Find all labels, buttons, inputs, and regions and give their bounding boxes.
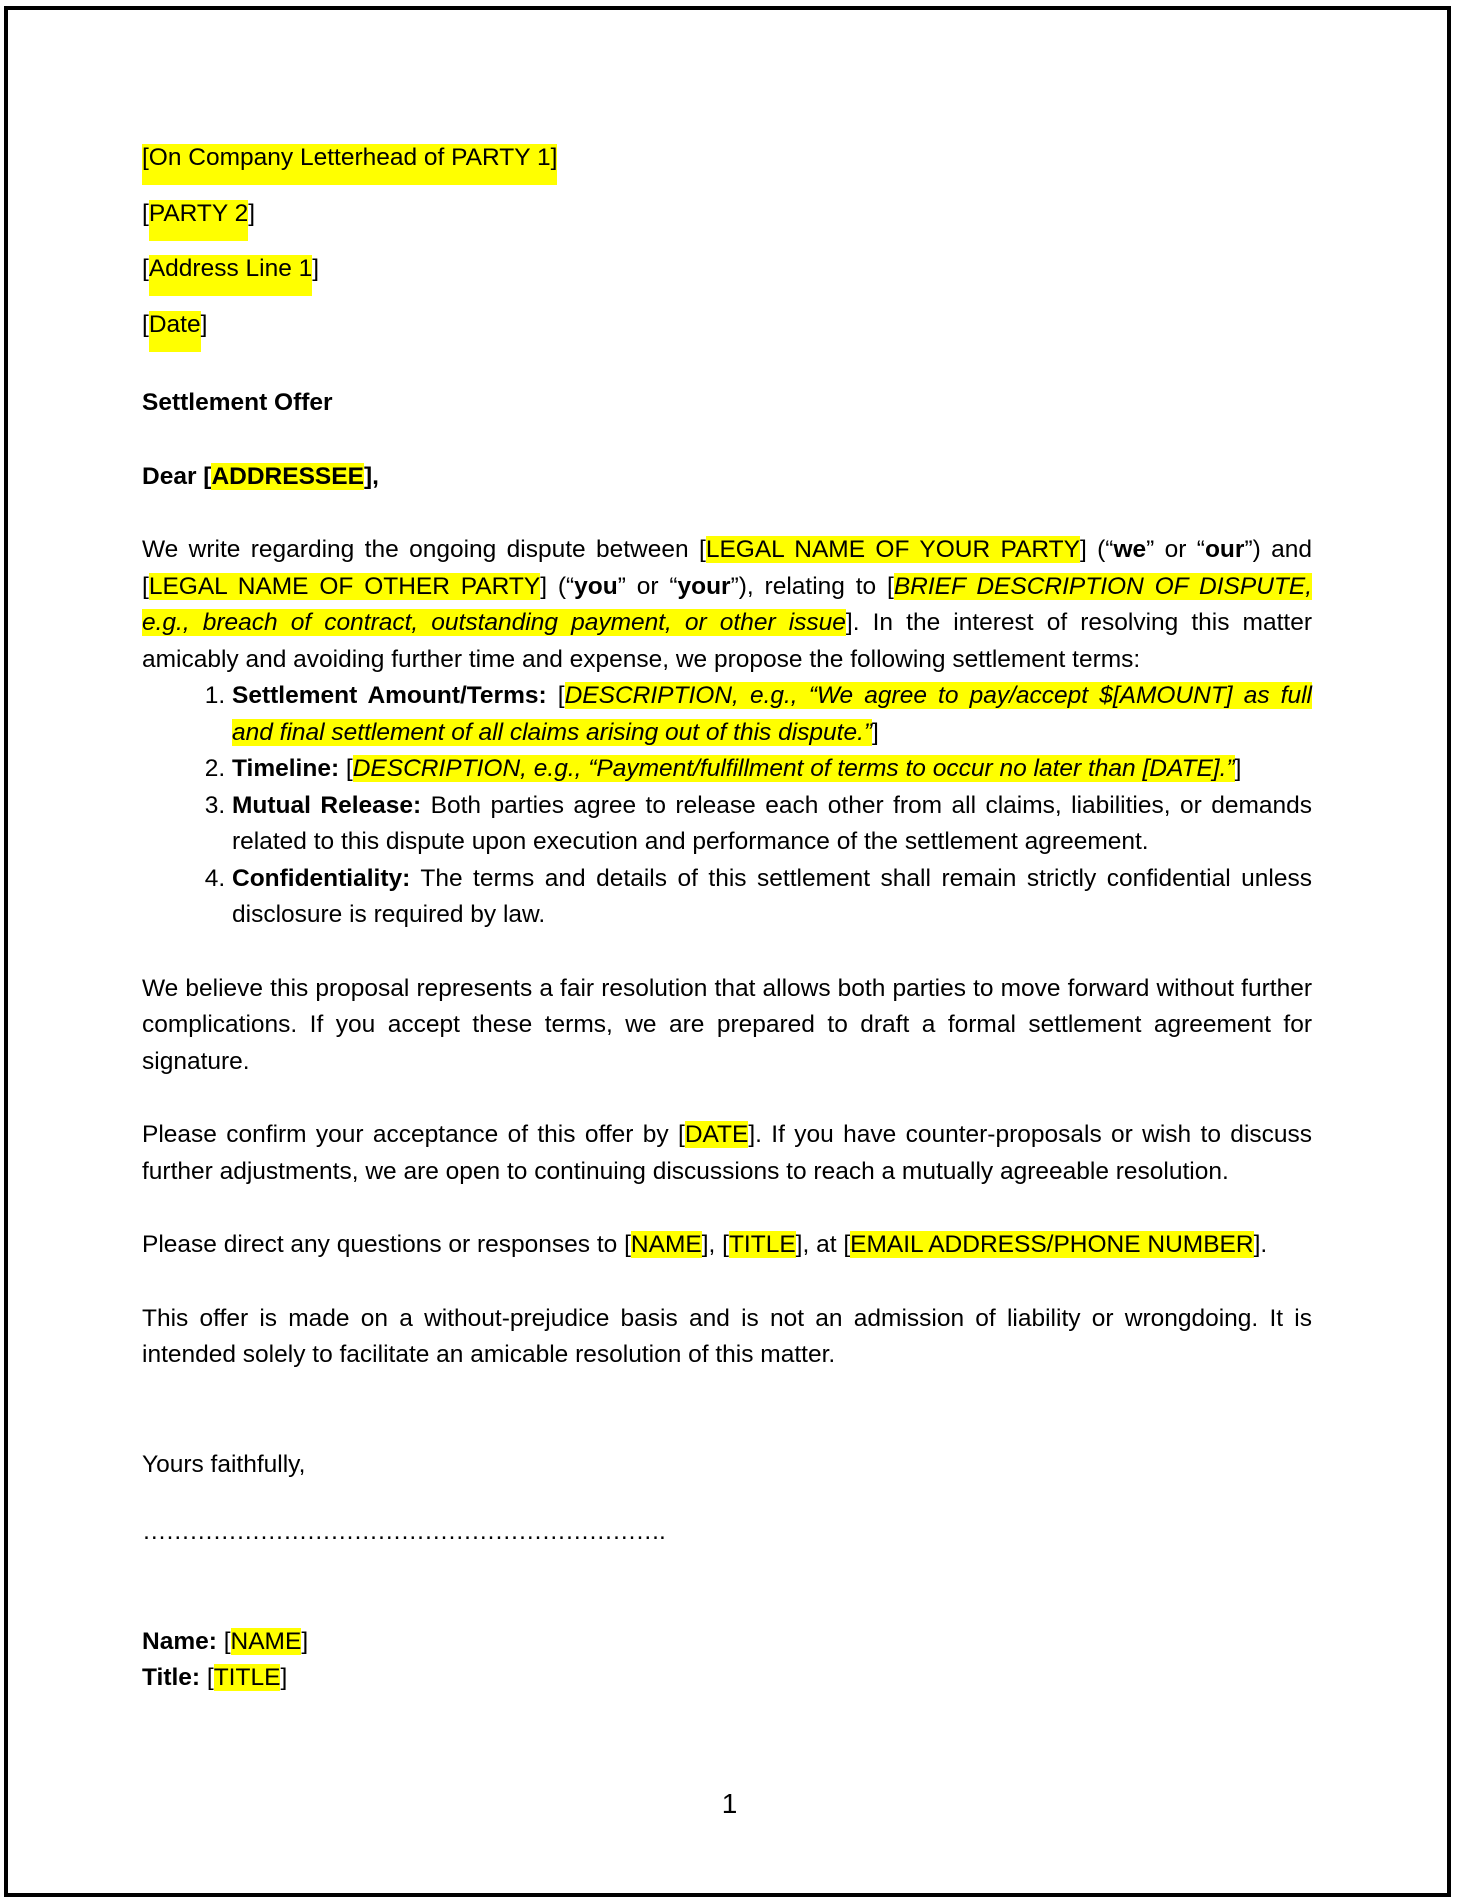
date-placeholder: Date: [149, 311, 201, 352]
name-placeholder: NAME: [230, 1627, 302, 1655]
term-label: Timeline:: [232, 755, 340, 782]
contact-name-placeholder: NAME: [630, 1231, 702, 1258]
term-placeholder: DESCRIPTION, e.g., “Payment/fulfillment of terms to occur no later than [DATE].”: [352, 755, 1235, 782]
letter-title: Settlement Offer: [142, 389, 333, 416]
term-label: Confidentiality:: [232, 864, 411, 892]
contact-paragraph: [142, 1227, 1312, 1264]
confirm-text: ]. If you have counter-proposals or wish to discuss further adjustments, we are open to continuing discussions to reach a mutually agreeable resolution.: [142, 1121, 1313, 1185]
proposal-paragraph: We believe this proposal represents a fair resolution that allows both parties to move forward without further complications. If you accept these terms, we are prepared to draft a formal settlement agreement for signature.: [142, 974, 1312, 1075]
closing: Yours faithfully,: [142, 1450, 306, 1478]
your-party-placeholder: LEGAL NAME OF YOUR PARTY: [705, 536, 1080, 563]
intro-text: ” or “: [1146, 536, 1205, 563]
title-label: Title:: [142, 1664, 201, 1691]
address-line: [Address Line 1]: [142, 251, 1312, 288]
intro-text: ] (“: [1079, 536, 1114, 563]
term-item: [232, 751, 1312, 788]
confirm-text: Please confirm your acceptance of this offer by [: [142, 1121, 685, 1148]
dispute-placeholder: BRIEF DESCRIPTION OF DISPUTE, e.g., breach of contract, outstanding payment, or other issue: [142, 572, 1313, 636]
term-item: [232, 861, 1312, 934]
term-label: Settlement Amount/Terms:: [232, 682, 547, 709]
addressee-placeholder: ADDRESSEE: [211, 462, 364, 490]
letter-body: [142, 140, 1312, 1697]
letterhead-line: [142, 140, 1312, 177]
intro-paragraph: [142, 532, 1312, 678]
term-text: [: [339, 755, 353, 782]
greeting: [142, 459, 1312, 496]
term-text: ]: [872, 718, 879, 746]
name-label: Name:: [142, 1627, 217, 1655]
contact-text: ], [: [701, 1231, 729, 1258]
term-item: [232, 788, 1312, 861]
contact-text: ], at [: [795, 1231, 851, 1258]
party2-placeholder: PARTY 2: [149, 200, 248, 241]
address-placeholder: Address Line 1: [149, 255, 312, 296]
intro-text: ]. In the interest of resolving this matter amicably and avoiding further time and expense, we propose the following settlement terms:: [142, 609, 1312, 673]
date-line: [Date]: [142, 307, 1312, 344]
signature-name: Name: [NAME]: [142, 1627, 309, 1655]
signature-title: Title: [TITLE]: [142, 1664, 288, 1691]
greeting-prefix: Dear [: [142, 462, 212, 490]
prejudice-paragraph: This offer is made on a without-prejudice basis and is not an admission of liability or wrongdoing. It is intended solely to facilitate an amicable resolution of this matter.: [142, 1304, 1312, 1368]
intro-you: you: [574, 572, 618, 600]
letterhead-placeholder: [On Company Letterhead of PARTY 1]: [142, 144, 557, 185]
page-number: 1: [721, 1788, 738, 1819]
term-placeholder: DESCRIPTION, e.g., “We agree to pay/accept $[AMOUNT] as full and final settlement of all claims arising out of this dispute.”: [232, 682, 1312, 746]
other-party-placeholder: LEGAL NAME OF OTHER PARTY: [148, 572, 541, 600]
term-text: The terms and details of this settlement shall remain strictly confidential unless disclosure is required by law.: [232, 864, 1312, 928]
intro-we: we: [1113, 536, 1147, 563]
intro-our: our: [1204, 536, 1245, 563]
greeting-suffix: ],: [363, 462, 379, 490]
confirm-paragraph: [142, 1117, 1312, 1190]
intro-text: ”) and [: [142, 536, 1312, 600]
intro-your: your: [677, 572, 731, 600]
contact-text: Please direct any questions or responses to [: [142, 1231, 631, 1258]
settlement-terms-list: [142, 678, 1312, 934]
contact-text: ].: [1253, 1231, 1268, 1258]
contact-details-placeholder: EMAIL ADDRESS/PHONE NUMBER: [850, 1231, 1254, 1258]
intro-text: ” or “: [617, 572, 678, 600]
intro-text: ] (“: [540, 572, 575, 600]
term-text: Both parties agree to release each other from all claims, liabilities, or demands related to this dispute upon execution and performance of the settlement agreement.: [232, 791, 1312, 855]
intro-text: We write regarding the ongoing dispute between [: [142, 536, 706, 563]
term-text: [: [546, 682, 565, 709]
term-text: ]: [1234, 755, 1242, 782]
party2-line: [PARTY 2]: [142, 196, 1312, 233]
contact-title-placeholder: TITLE: [728, 1231, 796, 1258]
signature-line: ………………………………………………………….: [142, 1518, 665, 1545]
term-item: [232, 678, 1312, 751]
title-placeholder: TITLE: [213, 1664, 281, 1691]
term-label: Mutual Release:: [232, 791, 422, 819]
confirm-date-placeholder: DATE: [684, 1121, 749, 1148]
intro-text: ”), relating to [: [730, 572, 894, 600]
